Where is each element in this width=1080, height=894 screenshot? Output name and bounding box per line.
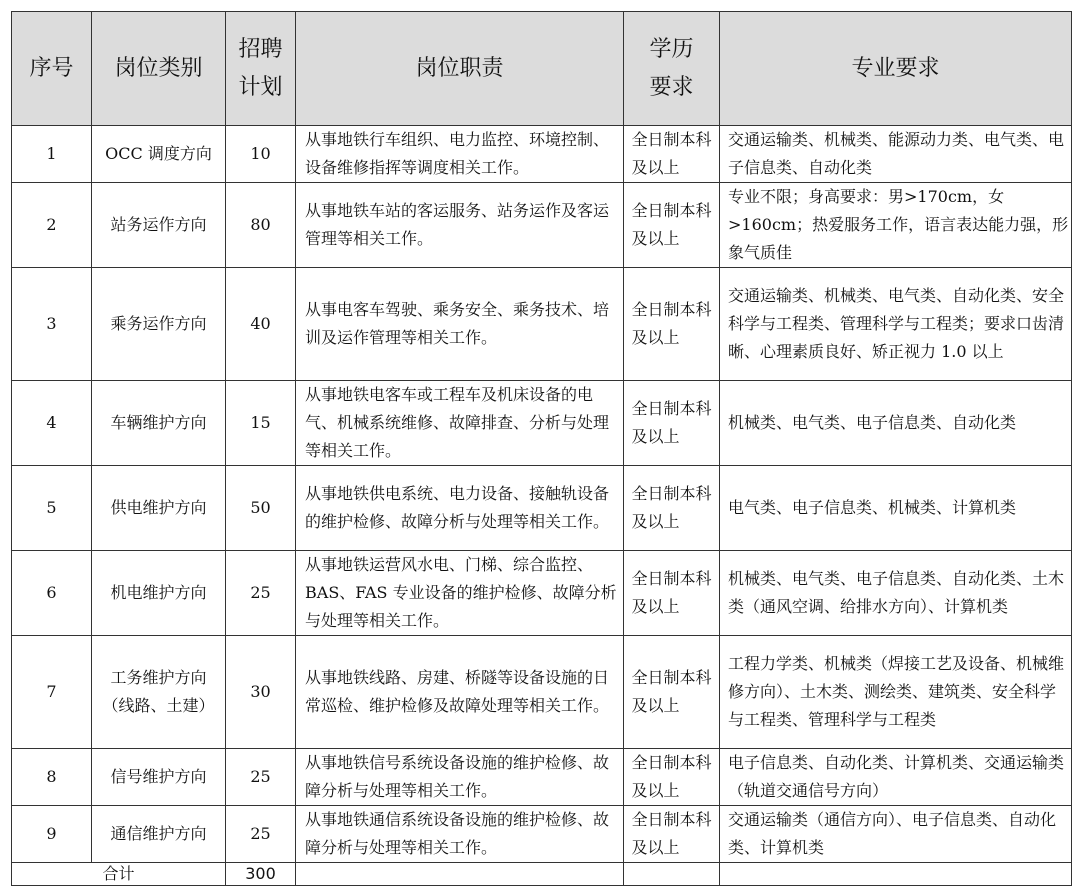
cell-plan: 25: [226, 749, 296, 806]
cell-duty: 从事地铁线路、房建、桥隧等设备设施的日常巡检、维护检修及故障处理等相关工作。: [296, 636, 624, 749]
cell-plan: 40: [226, 268, 296, 381]
cell-major: 工程力学类、机械类（焊接工艺及设备、机械维修方向）、土木类、测绘类、建筑类、安全科学与工程类、管理科学与工程类: [720, 636, 1072, 749]
cell-major: 机械类、电气类、电子信息类、自动化类、土木类（通风空调、给排水方向）、计算机类: [720, 551, 1072, 636]
cell-major: 机械类、电气类、电子信息类、自动化类: [720, 381, 1072, 466]
cell-duty: 从事地铁行车组织、电力监控、环境控制、设备维修指挥等调度相关工作。: [296, 126, 624, 183]
cell-major: 交通运输类、机械类、能源动力类、电气类、电子信息类、自动化类: [720, 126, 1072, 183]
cell-edu: [624, 466, 720, 551]
cell-category: 信号维护方向: [92, 749, 226, 806]
cell-plan: 15: [226, 381, 296, 466]
cell-major: 交通运输类（通信方向）、电子信息类、自动化类、计算机类: [720, 806, 1072, 863]
cell-category: 供电维护方向: [92, 466, 226, 551]
table-row: [12, 183, 1072, 268]
table-row: [12, 126, 1072, 183]
cell-seq: 8: [12, 749, 92, 806]
cell-plan: 25: [226, 806, 296, 863]
cell-duty: 从事地铁电客车或工程车及机床设备的电气、机械系统维修、故障排查、分析与处理等相关工作。: [296, 381, 624, 466]
table-row: [12, 551, 1072, 636]
cell-edu-text: 全日制本科及以上: [631, 399, 712, 446]
cell-category: OCC 调度方向: [92, 126, 226, 183]
cell-duty: 从事地铁供电系统、电力设备、接触轨设备的维护检修、故障分析与处理等相关工作。: [296, 466, 624, 551]
cell-seq: 6: [12, 551, 92, 636]
cell-seq: 2: [12, 183, 92, 268]
header-major: 专业要求: [720, 12, 1072, 126]
cell-category: [92, 636, 226, 749]
cell-duty: 从事地铁通信系统设备设施的维护检修、故障分析与处理等相关工作。: [296, 806, 624, 863]
cell-duty: 从事地铁信号系统设备设施的维护检修、故障分析与处理等相关工作。: [296, 749, 624, 806]
cell-edu: [624, 806, 720, 863]
cell-edu-text: 全日制本科及以上: [631, 300, 712, 347]
table-row: [12, 749, 1072, 806]
cell-major: 电气类、电子信息类、机械类、计算机类: [720, 466, 1072, 551]
total-row: [12, 863, 1072, 886]
total-empty-major: [720, 863, 1072, 886]
header-plan: [226, 12, 296, 126]
cell-category: 通信维护方向: [92, 806, 226, 863]
cell-seq: 5: [12, 466, 92, 551]
table-header: [12, 12, 1072, 126]
cell-edu: [624, 126, 720, 183]
cell-seq: 3: [12, 268, 92, 381]
cell-plan: 10: [226, 126, 296, 183]
cell-seq: 4: [12, 381, 92, 466]
total-plan: 300: [226, 863, 296, 886]
cell-edu: [624, 183, 720, 268]
table-row: [12, 466, 1072, 551]
cell-edu-text: 全日制本科及以上: [631, 810, 712, 857]
table-body: [12, 126, 1072, 886]
cell-edu-text: 全日制本科及以上: [631, 569, 712, 616]
header-category: 岗位类别: [92, 12, 226, 126]
header-duty: 岗位职责: [296, 12, 624, 126]
total-label: 合计: [12, 863, 226, 886]
table-row: [12, 806, 1072, 863]
cell-edu-text: 全日制本科及以上: [631, 753, 712, 800]
cell-category: 机电维护方向: [92, 551, 226, 636]
table-row: [12, 381, 1072, 466]
cell-major: 电子信息类、自动化类、计算机类、交通运输类（轨道交通信号方向）: [720, 749, 1072, 806]
cell-edu: [624, 749, 720, 806]
recruitment-table: [11, 11, 1072, 886]
cell-plan: 50: [226, 466, 296, 551]
cell-category: 车辆维护方向: [92, 381, 226, 466]
cell-edu-text: 全日制本科及以上: [631, 668, 712, 715]
cell-edu-text: 全日制本科及以上: [631, 201, 712, 248]
cell-seq: 1: [12, 126, 92, 183]
cell-major: 交通运输类、机械类、电气类、自动化类、安全科学与工程类、管理科学与工程类；要求口齿清晰、心理素质良好、矫正视力 1.0 以上: [720, 268, 1072, 381]
cell-category-text: 工务维护方向（线路、土建）: [102, 668, 215, 715]
cell-edu-text: 全日制本科及以上: [631, 484, 712, 531]
cell-plan: 30: [226, 636, 296, 749]
header-edu: [624, 12, 720, 126]
header-edu-text: 学历要求: [649, 36, 694, 100]
cell-plan: 25: [226, 551, 296, 636]
cell-seq: 9: [12, 806, 92, 863]
cell-major: 专业不限；身高要求：男>170cm，女>160cm；热爱服务工作，语言表达能力强，形象气质佳: [720, 183, 1072, 268]
cell-category: 乘务运作方向: [92, 268, 226, 381]
cell-edu: [624, 381, 720, 466]
cell-duty: 从事电客车驾驶、乘务安全、乘务技术、培训及运作管理等相关工作。: [296, 268, 624, 381]
header-row: [12, 12, 1072, 126]
header-seq: 序号: [12, 12, 92, 126]
table-row: [12, 636, 1072, 749]
cell-plan: 80: [226, 183, 296, 268]
table-row: [12, 268, 1072, 381]
cell-seq: 7: [12, 636, 92, 749]
cell-edu-text: 全日制本科及以上: [631, 130, 712, 177]
header-plan-text: 招聘计划: [238, 36, 283, 100]
cell-edu: [624, 551, 720, 636]
cell-edu: [624, 268, 720, 381]
total-empty-duty: [296, 863, 624, 886]
total-empty-edu: [624, 863, 720, 886]
cell-duty: 从事地铁运营风水电、门梯、综合监控、BAS、FAS 专业设备的维护检修、故障分析与处理等相关工作。: [296, 551, 624, 636]
cell-edu: [624, 636, 720, 749]
cell-duty: 从事地铁车站的客运服务、站务运作及客运管理等相关工作。: [296, 183, 624, 268]
cell-category: 站务运作方向: [92, 183, 226, 268]
